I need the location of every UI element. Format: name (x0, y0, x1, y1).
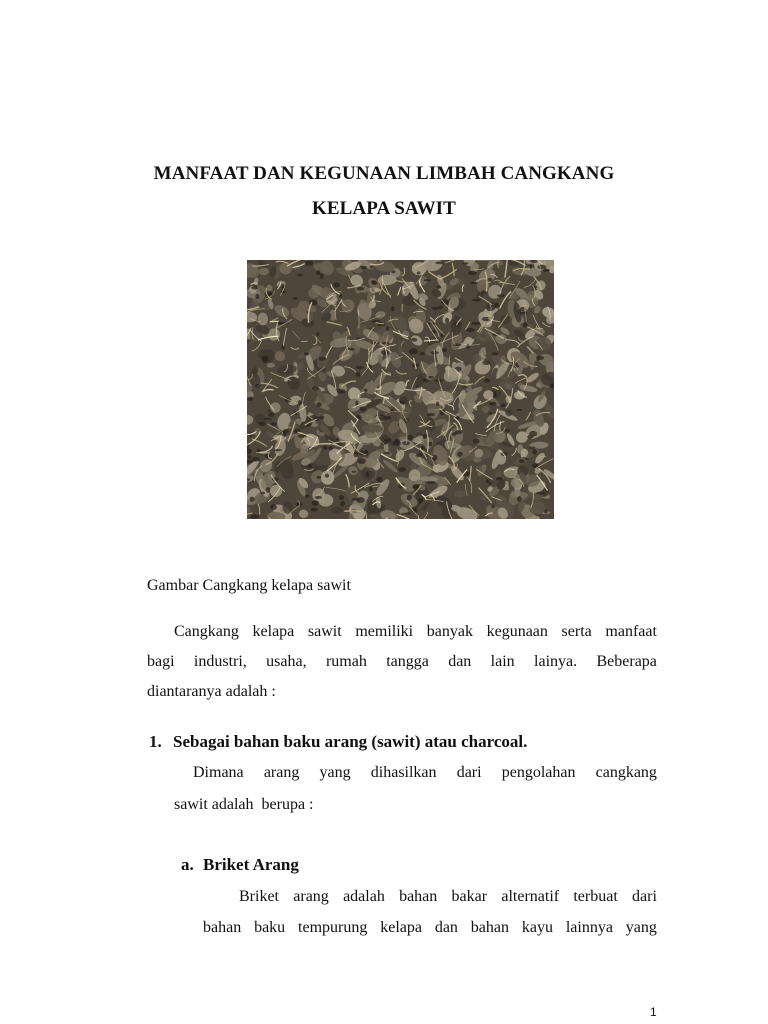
page-number: 1 (650, 1005, 657, 1019)
subsection-a-line-2-word: kelapa (380, 919, 422, 936)
paragraph-1-line-2-word: lain (490, 653, 515, 670)
section-1-number: 1. (149, 732, 162, 751)
section-1-line-1-word: cangkang (595, 764, 657, 781)
paragraph-1-line-2-word: lainya. (534, 653, 578, 670)
paragraph-1-line-1 (174, 617, 657, 647)
document-title-line-2: KELAPA SAWIT (312, 198, 456, 219)
subsection-a-line-2-word: bahan (203, 919, 242, 936)
subsection-a-line-2 (203, 913, 657, 943)
subsection-a-line-2-word: baku (254, 919, 286, 936)
paragraph-1-line-2-word: usaha, (266, 653, 307, 670)
section-1-line-1-word: Dimana (193, 764, 244, 781)
paragraph-1-line-2-word: industri, (193, 653, 247, 670)
subsection-a-line-2-word: tempurung (298, 919, 368, 936)
subsection-a-line-1 (239, 882, 657, 912)
subsection-a-line-2-word: lainnya (565, 919, 613, 936)
section-1-heading (149, 727, 527, 757)
subsection-a-line-1-word: alternatif (501, 888, 560, 905)
paragraph-1-line-1-word: memiliki (355, 623, 414, 640)
subsection-a-letter: a. (181, 855, 194, 874)
section-1-heading-text: Sebagai bahan baku arang (sawit) atau charcoal. (173, 732, 528, 751)
paragraph-1-line-1-word: manfaat (605, 623, 657, 640)
section-1-line-1-word: dari (456, 764, 482, 781)
subsection-a-line-2-word: kayu (521, 919, 553, 936)
paragraph-1-line-3: diantaranya adalah : (147, 683, 276, 700)
section-1-line-1-word: dihasilkan (370, 764, 437, 781)
paragraph-1-line-1-word: banyak (426, 623, 473, 640)
section-1-line-2: sawit adalah berupa : (174, 796, 314, 813)
subsection-a-line-1-word: dari (632, 888, 657, 905)
section-1-line-1 (193, 758, 657, 788)
paragraph-1-line-1-word: kelapa (252, 623, 295, 640)
subsection-a-line-1-word: bakar (451, 888, 488, 905)
subsection-a-line-1-word: adalah (343, 888, 385, 905)
document-title-line-1: MANFAAT DAN KEGUNAAN LIMBAH CANGKANG (153, 163, 615, 184)
paragraph-1-line-2-word: Beberapa (596, 653, 657, 670)
paragraph-1-line-1-word: sawit (307, 623, 342, 640)
paragraph-1-line-1-word: Cangkang (174, 623, 239, 640)
subsection-a-line-1-word: arang (293, 888, 329, 905)
paragraph-1-line-2-word: bagi (147, 653, 175, 670)
subsection-a-line-2-word: bahan (470, 919, 509, 936)
figure-caption: Gambar Cangkang kelapa sawit (147, 577, 351, 594)
section-1-line-1-word: arang (263, 764, 300, 781)
section-1-line-1-word: pengolahan (501, 764, 576, 781)
subsection-a-line-1-word: bahan (399, 888, 438, 905)
paragraph-1-line-2-word: tangga (386, 653, 429, 670)
palm-shell-photo (247, 260, 554, 519)
subsection-a-heading-text: Briket Arang (203, 855, 299, 874)
section-1-line-1-word: yang (319, 764, 351, 781)
subsection-a-heading (181, 850, 299, 880)
paragraph-1-line-2 (147, 647, 657, 677)
paragraph-1-line-1-word: serta (561, 623, 592, 640)
subsection-a-line-2-word: dan (434, 919, 458, 936)
paragraph-1-line-1-word: kegunaan (486, 623, 548, 640)
paragraph-1-line-2-word: dan (448, 653, 472, 670)
subsection-a-line-2-word: yang (625, 919, 657, 936)
subsection-a-line-1-word: Briket (239, 888, 279, 905)
paragraph-1-line-2-word: rumah (325, 653, 367, 670)
subsection-a-line-1-word: terbuat (573, 888, 618, 905)
